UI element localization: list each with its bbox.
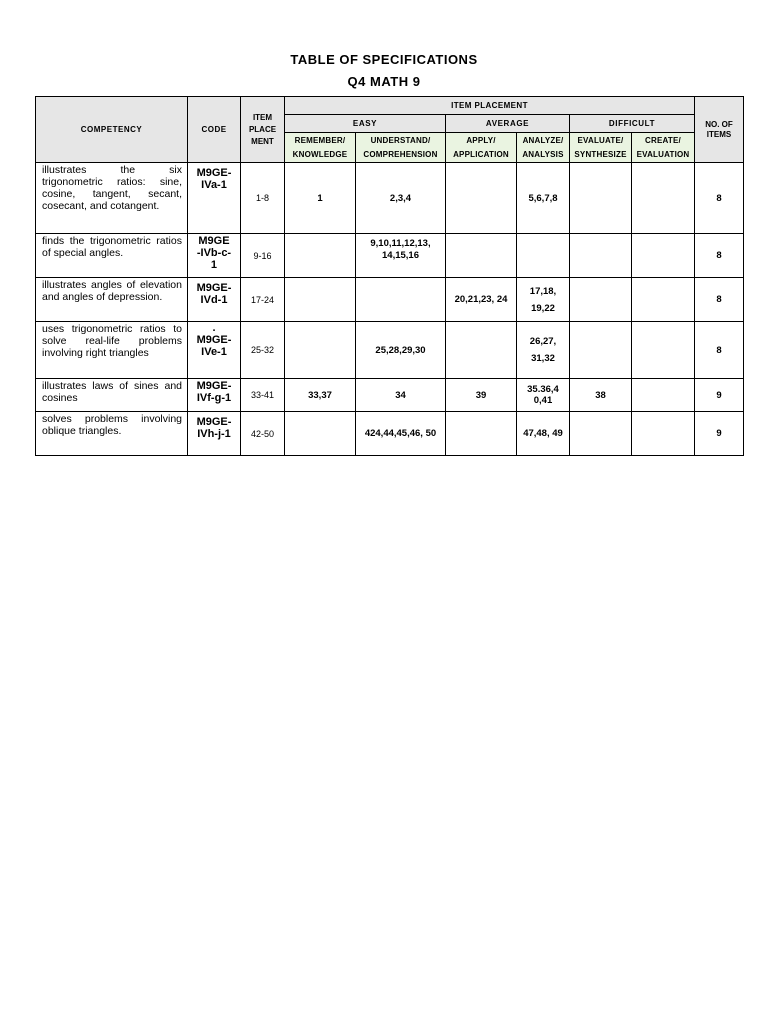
header-evaluate xyxy=(570,133,632,163)
header-apply-line-1: APPLY/ xyxy=(466,135,496,145)
competency-cell: illustrates laws of sines and cosines xyxy=(36,379,188,412)
remember-cell xyxy=(285,234,356,278)
header-understand xyxy=(356,133,446,163)
table-row xyxy=(36,234,744,278)
code-line: . xyxy=(212,322,216,334)
placement-cell: 33-41 xyxy=(241,379,285,412)
analyze-cell: 47,48, 49 xyxy=(517,412,570,456)
code-line: M9GE- xyxy=(196,334,232,346)
understand-cell: 2,3,4 xyxy=(356,163,446,234)
code-cell xyxy=(188,278,241,322)
header-remember-line-1: REMEMBER/ xyxy=(294,135,346,145)
header-item-placement-column xyxy=(241,97,285,163)
code-cell xyxy=(188,322,241,379)
code-cell xyxy=(188,234,241,278)
evaluate-cell xyxy=(570,234,632,278)
create-cell xyxy=(632,322,695,379)
header-create xyxy=(632,133,695,163)
table-row xyxy=(36,163,744,234)
header-item-line-2: PLACE xyxy=(248,124,277,134)
evaluate-cell xyxy=(570,412,632,456)
header-code: CODE xyxy=(188,97,241,163)
code-line: -IVb-c- xyxy=(196,247,232,259)
remember-cell: 1 xyxy=(285,163,356,234)
items-count-cell: 8 xyxy=(695,278,744,322)
code-line: M9GE- xyxy=(196,380,232,392)
understand-cell: 25,28,29,30 xyxy=(356,322,446,379)
code-line: IVd-1 xyxy=(200,294,228,306)
code-cell xyxy=(188,379,241,412)
header-analyze-line-1: ANALYZE/ xyxy=(522,135,564,145)
apply-cell xyxy=(446,234,517,278)
items-count-cell: 8 xyxy=(695,234,744,278)
header-create-line-2: EVALUATION xyxy=(636,149,690,159)
header-analyze xyxy=(517,133,570,163)
apply-cell: 39 xyxy=(446,379,517,412)
code-line: M9GE- xyxy=(196,282,232,294)
items-count-cell: 8 xyxy=(695,322,744,379)
understand-cell xyxy=(356,278,446,322)
header-understand-line-2: COMPREHENSION xyxy=(363,149,438,159)
table-row xyxy=(36,412,744,456)
placement-cell: 1-8 xyxy=(241,163,285,234)
placement-cell: 17-24 xyxy=(241,278,285,322)
code-cell xyxy=(188,412,241,456)
code-line: M9GE- xyxy=(196,167,232,179)
analyze-cell: 17,18, 19,22 xyxy=(517,278,570,322)
table-row xyxy=(36,379,744,412)
competency-cell: solves problems involving oblique triangles. xyxy=(36,412,188,456)
header-difficult: DIFFICULT xyxy=(570,115,695,133)
header-analyze-line-2: ANALYSIS xyxy=(522,149,564,159)
specifications-table xyxy=(35,96,744,456)
analyze-cell: 5,6,7,8 xyxy=(517,163,570,234)
header-no-of-items-line-2: ITEMS xyxy=(706,129,732,139)
apply-cell xyxy=(446,163,517,234)
create-cell xyxy=(632,379,695,412)
apply-cell xyxy=(446,322,517,379)
header-remember-line-2: KNOWLEDGE xyxy=(292,149,348,159)
items-count-cell: 9 xyxy=(695,412,744,456)
code-line: M9GE- xyxy=(196,416,232,428)
placement-cell: 9-16 xyxy=(241,234,285,278)
header-evaluate-line-2: SYNTHESIZE xyxy=(574,149,627,159)
header-apply xyxy=(446,133,517,163)
apply-cell: 20,21,23, 24 xyxy=(446,278,517,322)
table-row xyxy=(36,278,744,322)
header-competency: COMPETENCY xyxy=(36,97,188,163)
code-line: IVh-j-1 xyxy=(197,428,231,440)
understand-cell: 34 xyxy=(356,379,446,412)
competency-cell: finds the trigonometric ratios of special angles. xyxy=(36,234,188,278)
table-row xyxy=(36,322,744,379)
evaluate-cell: 38 xyxy=(570,379,632,412)
analyze-cell: 26,27, 31,32 xyxy=(517,322,570,379)
header-average: AVERAGE xyxy=(446,115,570,133)
page-subtitle: Q4 MATH 9 xyxy=(347,74,421,89)
remember-cell: 33,37 xyxy=(285,379,356,412)
header-no-of-items-line-1: NO. OF xyxy=(705,119,733,129)
items-count-cell: 9 xyxy=(695,379,744,412)
competency-cell: illustrates the six trigonometric ratios: sine, cosine, tangent, secant, cosecant, and cotangent. xyxy=(36,163,188,234)
analyze-cell: 35.36,4 0,41 xyxy=(517,379,570,412)
remember-cell xyxy=(285,322,356,379)
header-no-of-items xyxy=(695,97,744,163)
understand-cell: 9,10,11,12,13, 14,15,16 xyxy=(356,234,446,278)
header-apply-line-2: APPLICATION xyxy=(453,149,509,159)
code-line: M9GE xyxy=(198,235,230,247)
create-cell xyxy=(632,412,695,456)
code-cell xyxy=(188,163,241,234)
header-remember xyxy=(285,133,356,163)
header-understand-line-1: UNDERSTAND/ xyxy=(370,135,431,145)
create-cell xyxy=(632,234,695,278)
create-cell xyxy=(632,163,695,234)
header-item-line-1: ITEM xyxy=(252,112,273,122)
competency-cell: illustrates angles of elevation and angles of depression. xyxy=(36,278,188,322)
placement-cell: 42-50 xyxy=(241,412,285,456)
remember-cell xyxy=(285,278,356,322)
code-line: IVe-1 xyxy=(201,346,227,358)
analyze-cell xyxy=(517,234,570,278)
placement-cell: 25-32 xyxy=(241,322,285,379)
header-easy: EASY xyxy=(285,115,446,133)
page-title: TABLE OF SPECIFICATIONS xyxy=(290,52,478,67)
items-count-cell: 8 xyxy=(695,163,744,234)
evaluate-cell xyxy=(570,163,632,234)
competency-cell: uses trigonometric ratios to solve real-life problems involving right triangles xyxy=(36,322,188,379)
header-create-line-1: CREATE/ xyxy=(645,135,681,145)
header-item-line-3: MENT xyxy=(251,136,274,146)
header-evaluate-line-1: EVALUATE/ xyxy=(577,135,624,145)
remember-cell xyxy=(285,412,356,456)
create-cell xyxy=(632,278,695,322)
apply-cell xyxy=(446,412,517,456)
code-line: IVf-g-1 xyxy=(196,392,232,404)
code-line: IVa-1 xyxy=(201,179,227,191)
code-line: 1 xyxy=(210,259,218,271)
understand-cell: 424,44,45,46, 50 xyxy=(356,412,446,456)
evaluate-cell xyxy=(570,322,632,379)
evaluate-cell xyxy=(570,278,632,322)
header-item-placement: ITEM PLACEMENT xyxy=(285,97,695,115)
